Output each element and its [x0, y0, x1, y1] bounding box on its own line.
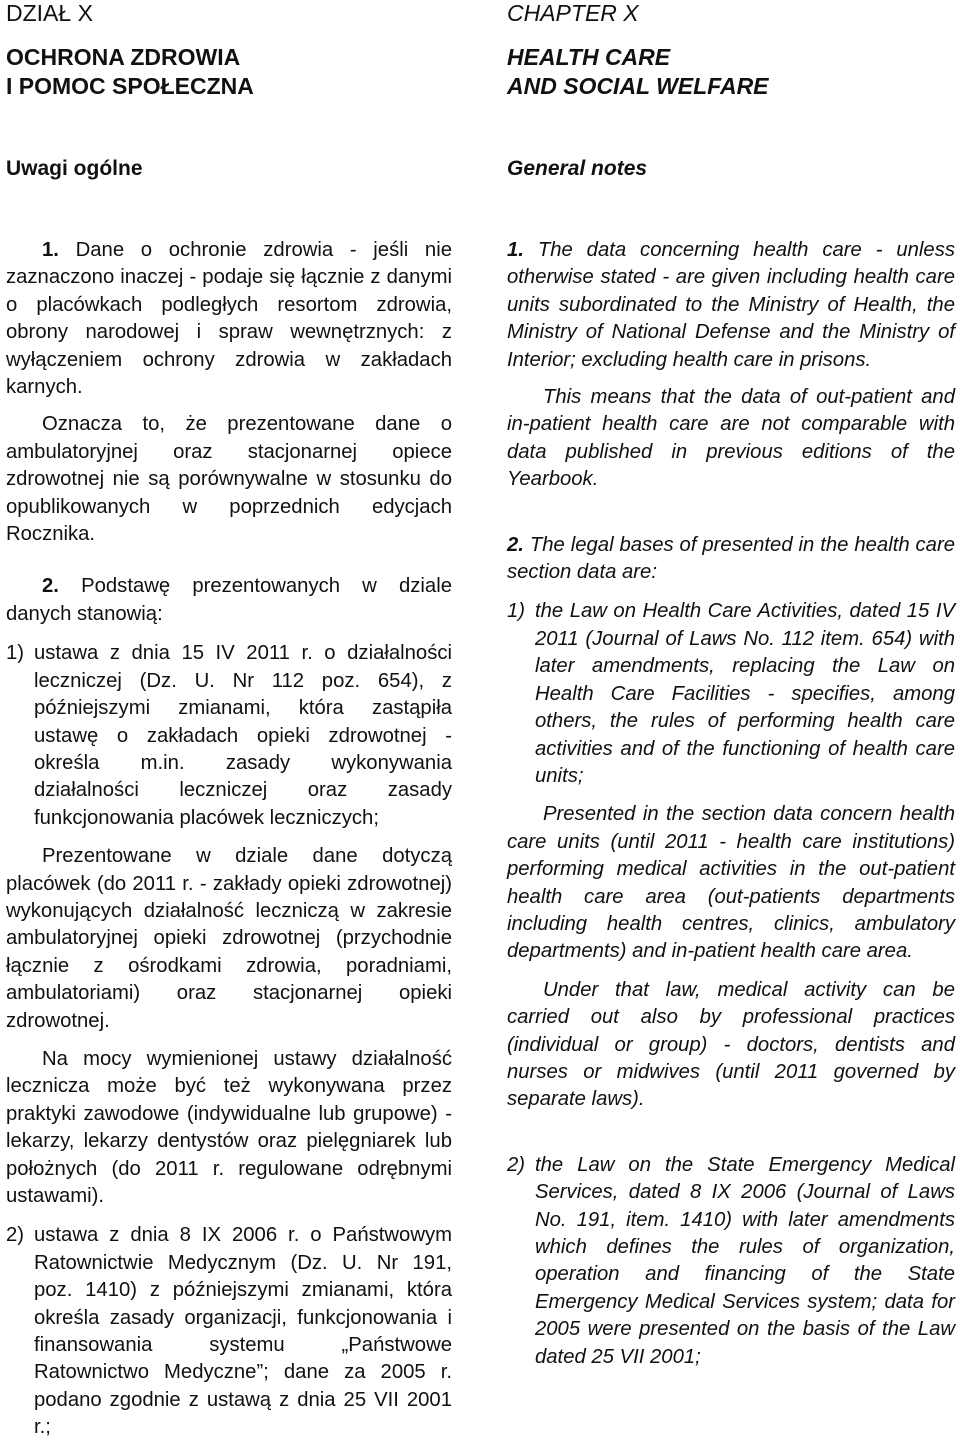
notes-body	[507, 237, 955, 1371]
note-2-text: The legal bases of presented in the health care section data are:	[507, 533, 955, 584]
note-2-paragraph-b: Na mocy wymienionej ustawy działalność lecznicza może być też wykonywana przez praktyki zawodowe (indywidualne lub grupowe) - lekarzy, lekarzy dentystów oraz pielęgniarek lub położnych (do 2011 r. regulowane odrębnymi ustawami).	[6, 1047, 452, 1207]
note-2	[507, 532, 955, 587]
chapter-label: DZIAŁ X	[6, 0, 93, 26]
note-2-number: 2.	[507, 533, 524, 556]
notes-body	[6, 237, 452, 1442]
list-item-text: ustawa z dnia 15 IV 2011 r. o działalności leczniczej (Dz. U. Nr 112 poz. 654), z późniejszymi zmianami, która zastąpiła ustawę o zakładach opieki zdrowotnej - określa m.in. zasady wykonywania działalności leczniczej oraz zasady funkcjonowania placówek leczniczych;	[34, 642, 452, 829]
list-marker: 1)	[507, 600, 526, 623]
legal-basis-item-2	[6, 1222, 452, 1441]
note-1-continuation: Oznacza to, że prezentowane dane o ambulatoryjnej oraz stacjonarnej opiece zdrowotnej nie są porównywalne w stosunku do opublikowanych w poprzednich edycjach Rocznika.	[6, 413, 452, 546]
note-2-number: 2.	[42, 575, 59, 598]
legal-basis-item-1	[507, 598, 955, 790]
note-2-text: Podstawę prezentowanych w dziale danych stanowią:	[6, 575, 452, 625]
note-2-paragraph-b: Under that law, medical activity can be carried out also by professional practices (individual or group) - doctors, dentists and nurses or midwives (until 2011 governed by separate laws).	[507, 978, 955, 1111]
note-1-number: 1.	[507, 239, 524, 261]
legal-basis-item-1	[6, 640, 452, 832]
note-1	[6, 237, 452, 401]
list-item-text: the Law on Health Care Activities, dated 15 IV 2011 (Journal of Laws No. 112 item. 654) with later amendments, replacing the Law on Health Care Facilities - specifies, among others, the rules of performing health care activities and of the functioning of health care units;	[535, 600, 955, 787]
general-notes-heading: Uwagi ogólne	[6, 157, 143, 180]
list-marker: 1)	[6, 642, 25, 665]
section-title	[6, 43, 254, 101]
note-2-paragraph-a: Presented in the section data concern health care units (until 2011 - health care institutions) performing medical activities in the out-patient health care area (out-patients departments including health centres, clinics, ambulatory departments) and in-patient health care area.	[507, 803, 955, 963]
note-1	[507, 237, 955, 374]
note-2	[6, 573, 452, 628]
note-2-paragraph-a: Prezentowane w dziale dane dotyczą placówek (do 2011 r. - zakłady opieki zdrowotnej) wykonujących działalność leczniczą w zakresie ambulatoryjnej opieki zdrowotnej (przychodnie łącznie z ośrodkami zdrowia, poradniami, ambulatoriami) oraz stacjonarnej opieki zdrowotnej.	[6, 845, 452, 1032]
note-1-number: 1.	[42, 239, 59, 261]
legal-basis-item-2	[507, 1152, 955, 1371]
note-1-text: The data concerning health care - unless otherwise stated - are given including health care units subordinated to the Ministry of Health, the Ministry of National Defense and the Ministry of Interior; excluding health care in prisons.	[507, 239, 955, 371]
section-title-line-2: I POMOC SPOŁECZNA	[6, 73, 254, 99]
section-title-line-1: OCHRONA ZDROWIA	[6, 44, 241, 70]
note-1-text: Dane o ochronie zdrowia - jeśli nie zaznaczono inaczej - podaje się łącznie z danymi o placówkach podległych resortom zdrowia, obrony narodowej i spraw wewnętrznych: z wyłączeniem ochrony zdrowia w zakładach karnych.	[6, 239, 452, 399]
list-marker: 2)	[6, 1224, 25, 1247]
note-1-continuation: This means that the data of out-patient and in-patient health care are not comparable with data published in previous editions of the Yearbook.	[507, 386, 955, 491]
chapter-label: CHAPTER X	[507, 0, 639, 26]
list-item-text: the Law on the State Emergency Medical Services, dated 8 IX 2006 (Journal of Laws No. 191, item. 1410) with later amendments which defines the rules of organization, operation and financing of the State Emergency Medical Services system; data for 2005 were presented on the basis of the Law dated 25 VII 2001;	[535, 1153, 955, 1368]
section-title	[507, 43, 769, 101]
general-notes-heading: General notes	[507, 157, 648, 180]
section-title-line-2: AND SOCIAL WELFARE	[507, 73, 769, 99]
list-marker: 2)	[507, 1153, 526, 1176]
section-title-line-1: HEALTH CARE	[507, 44, 671, 70]
list-item-text: ustawa z dnia 8 IX 2006 r. o Państwowym Ratownictwie Medycznym (Dz. U. Nr 191, poz. 1410) z późniejszymi zmianami, która określa zasady organizacji, funkcjonowania i finansowania systemu „Państwowe Ratownictwo Medyczne”; dane za 2005 r. podano zgodnie z ustawą z dnia 25 VII 2001 r.;	[34, 1224, 452, 1439]
